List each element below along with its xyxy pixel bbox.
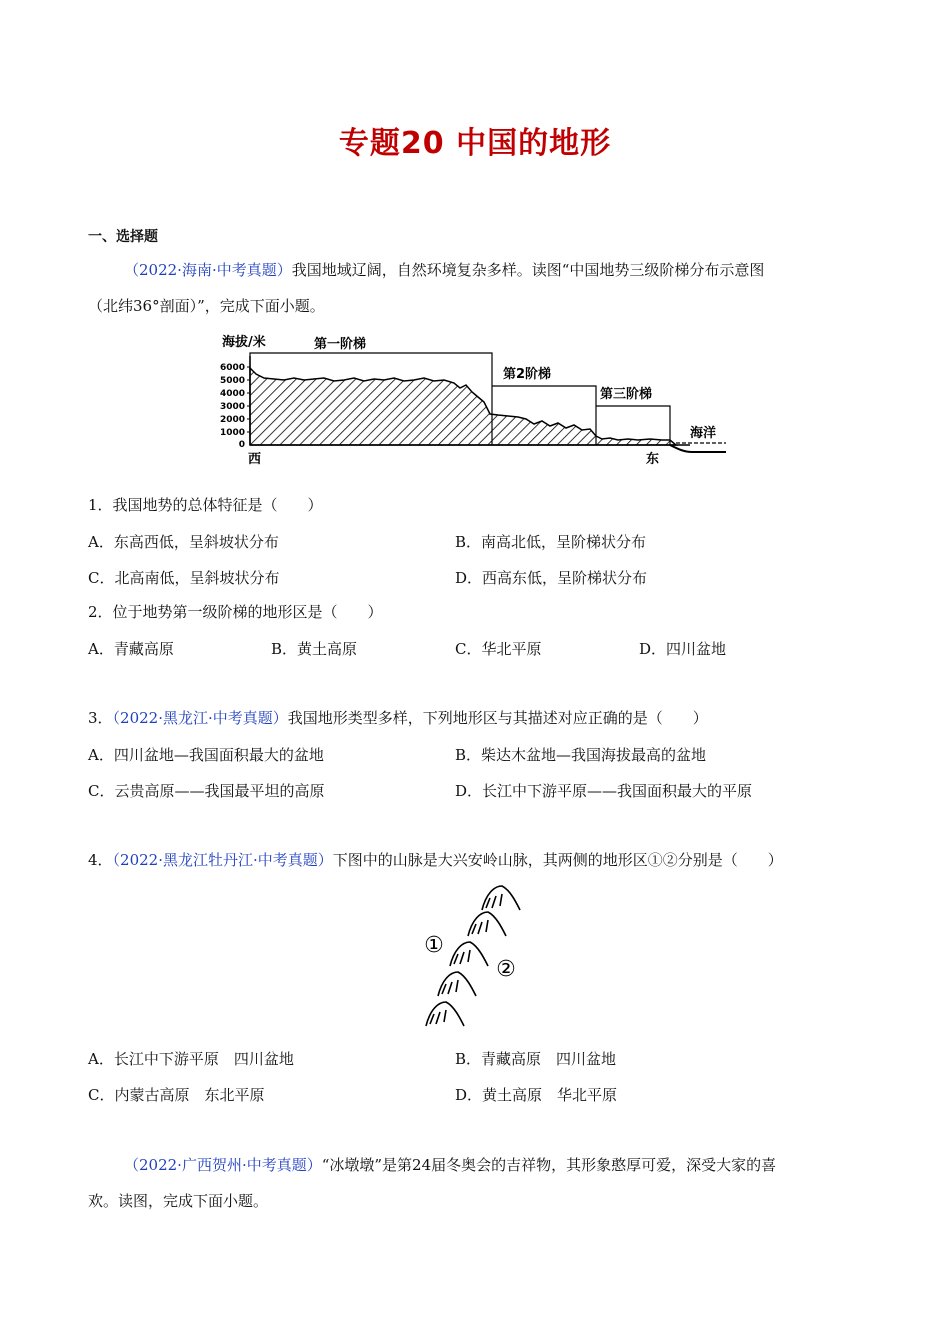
ocean-label: 海洋 (690, 426, 717, 441)
question-1-option-a[interactable]: A．东高西低，呈斜坡状分布 (88, 533, 279, 551)
y-tick-label: 3000 (219, 402, 245, 412)
y-axis-label: 海拔/米 (222, 335, 266, 350)
question-2-option-d[interactable]: D．四川盆地 (639, 640, 727, 658)
question-4-option-a[interactable]: A．长江中下游平原 四川盆地 (88, 1050, 294, 1068)
question-2-option-a[interactable]: A．青藏高原 (88, 640, 174, 658)
question-2-option-c[interactable]: C．华北平原 (455, 640, 542, 658)
question-text: 我国地形类型多样，下列地形区与其描述对应正确的是（ ） (287, 709, 708, 727)
intro-text: “冰墩墩”是第24届冬奥会的吉祥物，其形象憨厚可爱，深受大家的喜 (321, 1156, 777, 1174)
y-tick-label: 5000 (219, 376, 245, 386)
page-title: 专题20 中国的地形 (338, 126, 612, 161)
region-1-label: ① (424, 933, 444, 958)
y-tick-label: 4000 (219, 389, 245, 399)
intro-paragraph-2-line-2: 欢。读图，完成下面小题。 (88, 1192, 269, 1210)
mountain-range-figure (420, 884, 530, 1030)
question-1-stem: 1．我国地势的总体特征是（ ） (88, 496, 323, 514)
intro-paragraph-2-line-1 (124, 1154, 776, 1176)
question-number: 4． (88, 851, 113, 869)
step-3-label: 第三阶梯 (600, 387, 653, 402)
question-source: （2022·广西贺州·中考真题） (124, 1156, 322, 1174)
y-tick-label: 0 (238, 440, 245, 450)
region-2-label: ② (496, 957, 516, 982)
question-1-option-b[interactable]: B．南高北低，呈阶梯状分布 (455, 533, 647, 551)
question-1-option-d[interactable]: D．西高东低，呈阶梯状分布 (455, 569, 648, 587)
question-3-option-c[interactable]: C．云贵高原——我国最平坦的高原 (88, 782, 325, 800)
question-1-option-c[interactable]: C．北高南低，呈斜坡状分布 (88, 569, 280, 587)
question-3-stem (88, 707, 708, 729)
question-4-option-d[interactable]: D．黄土高原 华北平原 (455, 1086, 618, 1104)
east-label: 东 (646, 452, 660, 467)
y-tick-label: 1000 (219, 428, 245, 438)
intro-paragraph-line-2: （北纬36°剖面）”，完成下面小题。 (88, 297, 325, 315)
question-text: 下图中的山脉是大兴安岭山脉，其两侧的地形区①②分别是（ ） (332, 851, 783, 869)
question-4-stem (88, 849, 783, 871)
section-heading: 一、选择题 (88, 229, 158, 245)
question-number: 3． (88, 709, 113, 727)
step-1-label: 第一阶梯 (314, 337, 367, 352)
question-4-option-c[interactable]: C．内蒙古高原 东北平原 (88, 1086, 265, 1104)
question-3-option-a[interactable]: A．四川盆地—我国面积最大的盆地 (88, 746, 324, 764)
intro-text: 我国地域辽阔，自然环境复杂多样。读图“中国地势三级阶梯分布示意图 (291, 261, 765, 279)
question-2-stem: 2．位于地势第一级阶梯的地形区是（ ） (88, 603, 383, 621)
question-3-option-d[interactable]: D．长江中下游平原——我国面积最大的平原 (455, 782, 753, 800)
ocean-floor (670, 445, 726, 452)
question-3-option-b[interactable]: B．柴达木盆地—我国海拔最高的盆地 (455, 746, 707, 764)
terrain-profile-figure (218, 328, 732, 468)
y-tick-label: 2000 (219, 415, 245, 425)
question-source: （2022·海南·中考真题） (124, 261, 292, 279)
west-label: 西 (248, 452, 262, 467)
step-2-label: 第2阶梯 (503, 367, 552, 382)
intro-paragraph-line-1 (124, 259, 764, 281)
question-source: （2022·黑龙江·中考真题） (112, 709, 288, 727)
question-2-option-b[interactable]: B．黄土高原 (271, 640, 358, 658)
question-source: （2022·黑龙江牡丹江·中考真题） (112, 851, 333, 869)
question-4-option-b[interactable]: B．青藏高原 四川盆地 (455, 1050, 617, 1068)
y-tick-label: 6000 (219, 363, 245, 373)
